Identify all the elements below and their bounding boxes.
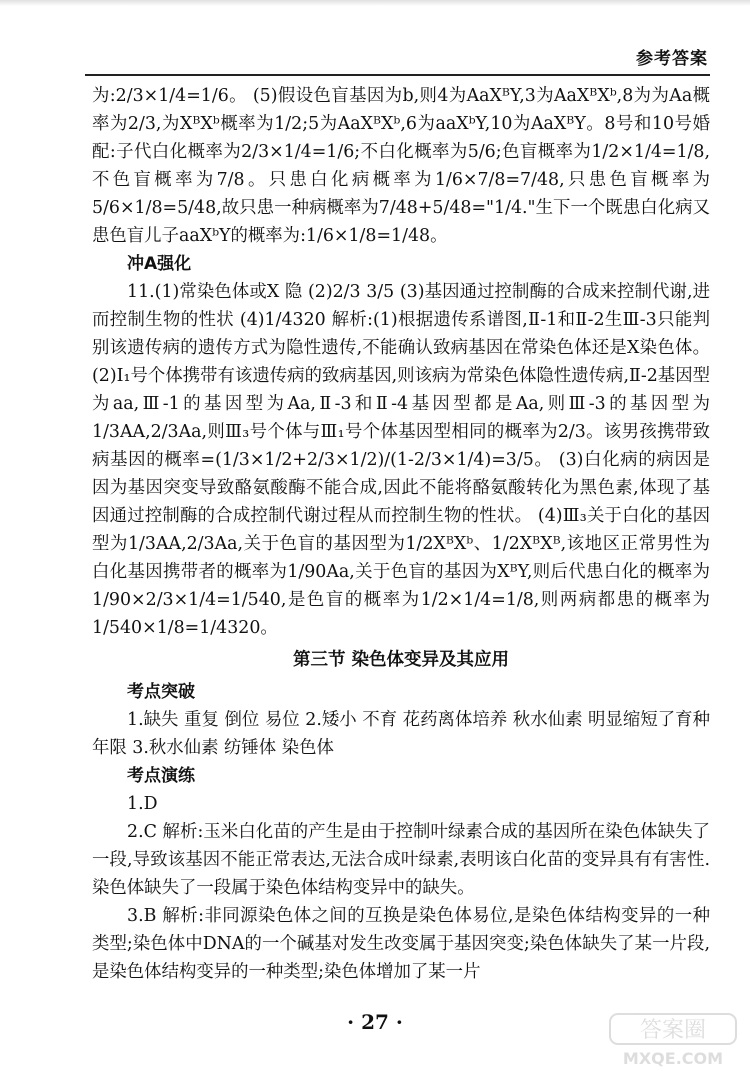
section-title: 第三节 染色体变异及其应用 [292, 650, 510, 670]
watermark-bottom-text: MXQE.COM [622, 1049, 724, 1068]
header-title: 参考答案 [636, 49, 708, 69]
paragraph-continued-answer: 为:2/3×1/4=1/6。 (5)假设色盲基因为b,则4为AaXᴮY,3为AaXᴮXᵇ,8为为Aa概率为2/3,为XᴮXᵇ概率为1/2;5为AaXᴮXᵇ,6为aaXᵇY,10为AaXᴮY。8号和10号婚配:子代白化概率为2/3×1/4=1/6;不白化概率为5/6;色盲概率为1/2×1/4=1/8,不色盲概率为7/8。只患白化病概率为1/6×7/8=7/48,只患色盲概率为5/6×1/8=5/48,故只患一种病概率为7/48+5/48="1/4."生下一个既患白化病又患色盲儿子aaXᵇY的概率为:1/6×1/8=1/48。 [92, 86, 710, 246]
paragraph-kaodian-answers: 1.缺失 重复 倒位 易位 2.矮小 不育 花药离体培养 秋水仙素 明显缩短了育种年限 3.秋水仙素 纺锤体 染色体 [92, 710, 710, 758]
paragraph-q1: 1.D [127, 794, 158, 814]
header-rule [85, 74, 710, 76]
heading-kaodian-yanlian: 考点演练 [127, 766, 195, 786]
page-number: · 27 · [347, 1010, 403, 1034]
answer-content [92, 82, 710, 986]
watermark-top-text: 答案圈 [639, 1018, 707, 1043]
paragraph-q11: 11.(1)常染色体或X 隐 (2)2/3 3/5 (3)基因通过控制酶的合成来控制代谢,进而控制生物的性状 (4)1/4320 解析:(1)根据遗传系谱图,Ⅱ-1和Ⅱ-2生Ⅲ-3只能判别该遗传病的遗传方式为隐性遗传,不能确认致病基因在常染色体还是X染色体。 (2)Ⅰ₁号个体携带有该遗传病的致病基因,则该病为常染色体隐性遗传病,Ⅱ-2基因型为aa,Ⅲ-1的基因型为Aa,Ⅱ-3和Ⅱ-4基因型都是Aa,则Ⅲ-3的基因型为1/3AA,2/3Aa,则Ⅲ₃号个体与Ⅲ₁号个体基因型相同的概率为2/3。该男孩携带致病基因的概率=(1/3×1/2+2/3×1/2)/(1-2/3×1/4)=3/5。 (3)白化病的病因是因为基因突变导致酪氨酸酶不能合成,因此不能将酪氨酸转化为黑色素,体现了基因通过控制酶的合成控制代谢过程从而控制生物的性状。 (4)Ⅲ₃关于白化的基因型为1/3AA,2/3Aa,关于色盲的基因型为1/2XᴮXᵇ、1/2XᴮXᴮ,该地区正常男性为白化基因携带者的概率为1/90Aa,关于色盲的基因为XᴮY,则后代患白化的概率为1/90×2/3×1/4=1/540,是色盲的概率为1/2×1/4=1/8,则两病都患的概率为1/540×1/8=1/4320。 [92, 282, 710, 638]
heading-kaodian-tupo: 考点突破 [127, 682, 195, 702]
paragraph-q3: 3.B 解析:非同源染色体之间的互换是染色体易位,是染色体结构变异的一种类型;染色体中DNA的一个碱基对发生改变属于基因突变;染色体缺失了某一片段,是染色体结构变异的一种类型;染色体增加了某一片 [92, 906, 710, 982]
paragraph-q2: 2.C 解析:玉米白化苗的产生是由于控制叶绿素合成的基因所在染色体缺失了一段,导致该基因不能正常表达,无法合成叶绿素,表明该白化苗的变异具有有害性.染色体缺失了一段属于染色体结构变异中的缺失。 [92, 822, 710, 898]
heading-chong-a: 冲A强化 [127, 254, 192, 274]
watermark-logo [604, 1010, 742, 1070]
scan-top-edge [0, 0, 750, 6]
